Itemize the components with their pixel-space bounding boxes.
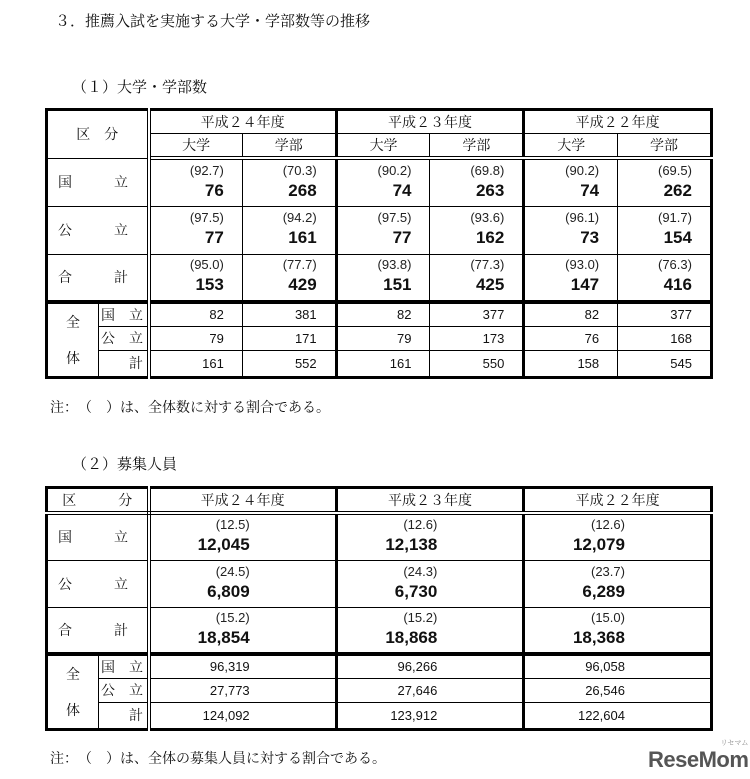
table-row [47, 607, 712, 654]
count: 153 [195, 275, 224, 295]
total-value: 124,092 [149, 702, 337, 729]
row-label: 国 立 [47, 158, 149, 206]
count: 425 [475, 275, 505, 295]
value-cell [524, 560, 712, 607]
recruitment-table [45, 486, 713, 731]
sub-header: 大学 [336, 134, 430, 159]
row-label: 合 計 [47, 607, 149, 654]
total-value: 550 [430, 350, 524, 377]
total-row [47, 302, 712, 326]
value-cell [430, 206, 524, 254]
count: 77 [392, 228, 412, 247]
total-value: 545 [618, 350, 712, 377]
value-cell [242, 254, 336, 302]
year-header: 平成２４年度 [149, 110, 337, 134]
percentage: (97.5) [377, 210, 412, 225]
total-value: 82 [336, 302, 430, 326]
table-row [47, 158, 712, 206]
value-cell [336, 206, 430, 254]
percentage: (91.7) [658, 210, 692, 225]
percentage: (70.3) [282, 162, 317, 178]
percentage: (76.3) [658, 257, 692, 273]
total-value: 122,604 [524, 702, 712, 729]
sub-header: 学部 [430, 134, 524, 159]
total-row-label: 公 立 [99, 678, 149, 702]
value-cell [524, 254, 618, 302]
count: 263 [475, 180, 505, 200]
total-value: 79 [149, 326, 243, 350]
value-cell [618, 254, 712, 302]
value-cell [242, 206, 336, 254]
total-row-label: 国 立 [99, 654, 149, 678]
value-cell [149, 513, 337, 560]
table-row [47, 513, 712, 560]
value-cell [149, 254, 243, 302]
year-header: 平成２２年度 [524, 110, 712, 134]
total-group-label [47, 654, 99, 730]
count: 18,868 [385, 627, 438, 647]
sub-header: 大学 [524, 134, 618, 159]
percentage: (95.0) [189, 257, 224, 273]
total-label-2: 体 [66, 350, 80, 366]
count: 73 [580, 228, 600, 247]
count: 74 [580, 180, 600, 200]
percentage: (92.7) [189, 162, 224, 178]
total-label-1: 全 [66, 314, 80, 330]
sub-header: 学部 [618, 134, 712, 159]
total-row [47, 702, 712, 729]
value-cell [618, 206, 712, 254]
total-value: 79 [336, 326, 430, 350]
percentage: (12.6) [591, 517, 625, 533]
total-value: 82 [524, 302, 618, 326]
total-value: 158 [524, 350, 618, 377]
percentage: (15.0) [591, 609, 625, 625]
count: 12,045 [197, 535, 250, 555]
value-cell [336, 254, 430, 302]
year-header: 平成２３年度 [336, 488, 524, 514]
table-row [47, 560, 712, 607]
page-title: ３．推薦入試を実施する大学・学部数等の推移 [55, 12, 371, 30]
value-cell [336, 158, 430, 206]
percentage: (69.5) [658, 162, 692, 178]
total-row [47, 326, 712, 350]
total-value: 96,319 [149, 654, 337, 678]
total-value: 76 [524, 326, 618, 350]
count: 162 [475, 228, 505, 247]
count: 18,854 [197, 627, 250, 647]
value-cell [430, 254, 524, 302]
percentage: (23.7) [591, 563, 625, 579]
total-row [47, 654, 712, 678]
value-cell [242, 158, 336, 206]
resemom-logo [648, 740, 748, 772]
table-row [47, 254, 712, 302]
sub-header: 学部 [242, 134, 336, 159]
percentage: (96.1) [565, 210, 600, 225]
total-value: 377 [618, 302, 712, 326]
column-label: 区 分 [47, 488, 149, 514]
percentage: (97.5) [189, 210, 224, 225]
percentage: (93.8) [377, 257, 412, 273]
total-value: 377 [430, 302, 524, 326]
row-label: 公 立 [47, 560, 149, 607]
count: 74 [392, 180, 412, 200]
value-cell [149, 560, 337, 607]
year-header: 平成２４年度 [149, 488, 337, 514]
count: 77 [204, 228, 224, 247]
value-cell [524, 158, 618, 206]
total-value: 161 [336, 350, 430, 377]
value-cell [524, 513, 712, 560]
total-row-label: 国 立 [99, 302, 149, 326]
value-cell [524, 607, 712, 654]
total-value: 96,266 [336, 654, 524, 678]
value-cell [336, 607, 524, 654]
value-cell [336, 513, 524, 560]
percentage: (90.2) [377, 162, 412, 178]
percentage: (69.8) [470, 162, 505, 178]
total-value: 27,646 [336, 678, 524, 702]
count: 6,730 [394, 581, 438, 601]
count: 416 [663, 275, 692, 295]
count: 268 [288, 180, 317, 200]
total-value: 161 [149, 350, 243, 377]
percentage: (77.3) [470, 257, 505, 273]
total-label-2: 体 [66, 702, 80, 718]
percentage: (15.2) [403, 609, 438, 625]
count: 6,289 [582, 581, 625, 601]
total-row [47, 678, 712, 702]
value-cell [149, 206, 243, 254]
row-label: 国 立 [47, 513, 149, 560]
table-row [47, 206, 712, 254]
header-row [47, 110, 712, 134]
count: 161 [288, 228, 317, 247]
count: 154 [663, 228, 692, 247]
section-1-heading: （１）大学・学部数 [72, 78, 208, 96]
row-label: 合 計 [47, 254, 149, 302]
percentage: (12.6) [403, 517, 438, 533]
total-value: 82 [149, 302, 243, 326]
count: 76 [204, 180, 224, 200]
percentage: (24.3) [403, 563, 438, 579]
sub-header: 大学 [149, 134, 243, 159]
total-value: 173 [430, 326, 524, 350]
value-cell [149, 607, 337, 654]
total-value: 168 [618, 326, 712, 350]
value-cell [149, 158, 243, 206]
count: 12,079 [572, 535, 625, 555]
total-value: 552 [242, 350, 336, 377]
percentage: (93.6) [470, 210, 505, 225]
count: 147 [570, 275, 600, 295]
value-cell [430, 158, 524, 206]
total-value: 123,912 [336, 702, 524, 729]
total-group-label [47, 302, 99, 378]
total-row [47, 350, 712, 377]
percentage: (90.2) [565, 162, 600, 178]
count: 429 [288, 275, 317, 295]
count: 151 [383, 275, 412, 295]
total-value: 171 [242, 326, 336, 350]
total-value: 96,058 [524, 654, 712, 678]
total-row-label: 計 [99, 350, 149, 377]
year-header: 平成２２年度 [524, 488, 712, 514]
percentage: (93.0) [565, 257, 600, 273]
year-header: 平成２３年度 [336, 110, 524, 134]
value-cell [336, 560, 524, 607]
value-cell [618, 158, 712, 206]
section-2-heading: （２）募集人員 [72, 455, 178, 473]
percentage: (15.2) [215, 609, 250, 625]
section-2-note: 注： （ ）は、全体の募集人員に対する割合である。 [50, 751, 386, 767]
total-value: 26,546 [524, 678, 712, 702]
total-label-1: 全 [66, 666, 80, 682]
count: 6,809 [207, 581, 250, 601]
percentage: (77.7) [282, 257, 317, 273]
column-label: 区 分 [47, 110, 149, 159]
percentage: (24.5) [215, 563, 250, 579]
logo-sub: リセマム [720, 740, 749, 747]
header-row [47, 488, 712, 514]
logo-text: ReseMom [648, 747, 749, 772]
section-1-note: 注： （ ）は、全体数に対する割合である。 [50, 400, 330, 416]
total-value: 27,773 [149, 678, 337, 702]
percentage: (12.5) [215, 517, 250, 533]
universities-table [45, 108, 713, 379]
row-label: 公 立 [47, 206, 149, 254]
total-value: 381 [242, 302, 336, 326]
count: 12,138 [385, 535, 438, 555]
count: 18,368 [572, 627, 625, 647]
value-cell [524, 206, 618, 254]
total-row-label: 計 [99, 702, 149, 729]
total-row-label: 公 立 [99, 326, 149, 350]
count: 262 [663, 180, 692, 200]
percentage: (94.2) [282, 210, 317, 225]
